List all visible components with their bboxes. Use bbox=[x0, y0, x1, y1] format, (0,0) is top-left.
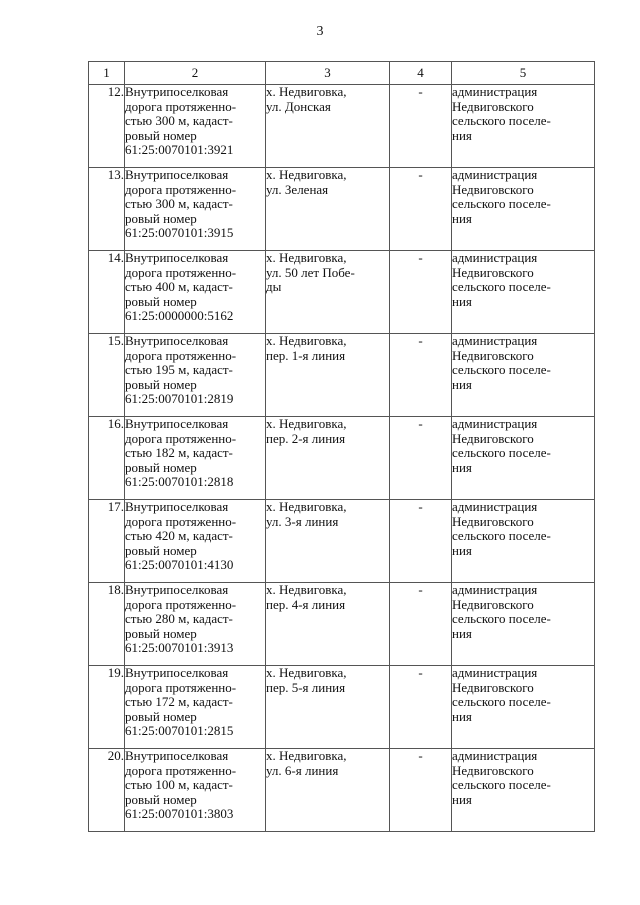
organization-line: ния bbox=[452, 708, 472, 724]
object-description-cell bbox=[125, 749, 266, 832]
object-description-cell bbox=[125, 334, 266, 417]
organization-line: администрация bbox=[452, 665, 538, 680]
column-header: 1 bbox=[89, 62, 125, 85]
description-line: 61:25:0070101:3915 bbox=[125, 225, 234, 240]
address-line: х. Недвиговка, bbox=[266, 416, 347, 431]
table-body bbox=[89, 85, 595, 832]
column-4-cell bbox=[390, 666, 452, 749]
description-line: стью 420 м, кадаст- bbox=[125, 528, 233, 543]
column-4-value: - bbox=[418, 84, 423, 99]
description-line: стью 195 м, кадаст- bbox=[125, 362, 233, 377]
object-description-cell bbox=[125, 500, 266, 583]
description-line: ровый номер bbox=[125, 210, 197, 226]
organization-cell bbox=[452, 168, 595, 251]
description-line: Внутрипоселковая bbox=[125, 416, 229, 431]
description-line: ровый номер bbox=[125, 127, 197, 143]
description-line: стью 300 м, кадаст- bbox=[125, 113, 233, 128]
address-line: ды bbox=[266, 279, 282, 294]
table-row bbox=[89, 168, 595, 251]
description-line: 61:25:0000000:5162 bbox=[125, 308, 234, 323]
organization-line: ния bbox=[452, 210, 472, 226]
row-number: 12. bbox=[107, 84, 124, 99]
description-line: Внутрипоселковая bbox=[125, 665, 229, 680]
organization-cell bbox=[452, 334, 595, 417]
organization-line: сельского поселе- bbox=[452, 445, 551, 460]
table-row bbox=[89, 251, 595, 334]
description-line: 61:25:0070101:4130 bbox=[125, 557, 234, 572]
row-number: 16. bbox=[107, 416, 124, 431]
organization-cell bbox=[452, 85, 595, 168]
row-number-cell bbox=[89, 417, 125, 500]
description-line: Внутрипоселковая bbox=[125, 167, 229, 182]
description-line: дорога протяженно- bbox=[125, 762, 237, 778]
address-line: пер. 5-я линия bbox=[266, 679, 346, 695]
organization-line: Недвиговского bbox=[452, 264, 534, 280]
column-4-value: - bbox=[418, 582, 423, 597]
description-line: Внутрипоселковая bbox=[125, 748, 229, 763]
description-line: ровый номер bbox=[125, 791, 197, 807]
organization-line: администрация bbox=[452, 84, 538, 99]
description-line: Внутрипоселковая bbox=[125, 333, 229, 348]
address-cell bbox=[266, 168, 390, 251]
column-header: 2 bbox=[125, 62, 266, 85]
organization-cell bbox=[452, 251, 595, 334]
address-cell bbox=[266, 666, 390, 749]
column-4-value: - bbox=[418, 333, 423, 348]
address-cell bbox=[266, 583, 390, 666]
address-line: пер. 4-я линия bbox=[266, 596, 346, 612]
description-line: ровый номер bbox=[125, 542, 197, 558]
description-line: 61:25:0070101:3803 bbox=[125, 806, 234, 821]
row-number: 20. bbox=[107, 748, 124, 763]
table-row bbox=[89, 500, 595, 583]
organization-line: Недвиговского bbox=[452, 762, 534, 778]
column-header: 3 bbox=[266, 62, 390, 85]
organization-line: Недвиговского bbox=[452, 596, 534, 612]
row-number: 15. bbox=[107, 333, 124, 348]
roads-table bbox=[88, 61, 595, 832]
row-number-cell bbox=[89, 666, 125, 749]
address-line: х. Недвиговка, bbox=[266, 333, 347, 348]
organization-line: ния bbox=[452, 542, 472, 558]
table-row bbox=[89, 583, 595, 666]
table-row bbox=[89, 417, 595, 500]
organization-line: администрация bbox=[452, 167, 538, 182]
organization-line: ния bbox=[452, 293, 472, 309]
object-description-cell bbox=[125, 417, 266, 500]
organization-cell bbox=[452, 417, 595, 500]
address-cell bbox=[266, 417, 390, 500]
organization-cell bbox=[452, 583, 595, 666]
column-4-cell bbox=[390, 583, 452, 666]
description-line: 61:25:0070101:2819 bbox=[125, 391, 234, 406]
description-line: дорога протяженно- bbox=[125, 430, 237, 446]
organization-line: Недвиговского bbox=[452, 513, 534, 529]
address-line: ул. 50 лет Побе- bbox=[266, 264, 355, 280]
organization-line: ния bbox=[452, 625, 472, 641]
organization-line: сельского поселе- bbox=[452, 362, 551, 377]
address-line: х. Недвиговка, bbox=[266, 499, 347, 514]
organization-line: сельского поселе- bbox=[452, 777, 551, 792]
organization-cell bbox=[452, 666, 595, 749]
description-line: стью 100 м, кадаст- bbox=[125, 777, 233, 792]
row-number: 19. bbox=[107, 665, 124, 680]
organization-cell bbox=[452, 749, 595, 832]
table-row bbox=[89, 85, 595, 168]
object-description-cell bbox=[125, 583, 266, 666]
table-row bbox=[89, 334, 595, 417]
organization-line: администрация bbox=[452, 250, 538, 265]
description-line: стью 400 м, кадаст- bbox=[125, 279, 233, 294]
address-cell bbox=[266, 85, 390, 168]
column-4-value: - bbox=[418, 665, 423, 680]
description-line: Внутрипоселковая bbox=[125, 499, 229, 514]
address-line: ул. 6-я линия bbox=[266, 762, 339, 778]
column-4-value: - bbox=[418, 748, 423, 763]
address-line: пер. 1-я линия bbox=[266, 347, 346, 363]
column-4-cell bbox=[390, 334, 452, 417]
object-description-cell bbox=[125, 168, 266, 251]
organization-line: Недвиговского bbox=[452, 347, 534, 363]
row-number-cell bbox=[89, 251, 125, 334]
row-number-cell bbox=[89, 583, 125, 666]
address-line: х. Недвиговка, bbox=[266, 250, 347, 265]
organization-line: сельского поселе- bbox=[452, 196, 551, 211]
column-4-cell bbox=[390, 251, 452, 334]
description-line: дорога протяженно- bbox=[125, 264, 237, 280]
address-line: х. Недвиговка, bbox=[266, 748, 347, 763]
organization-line: администрация bbox=[452, 416, 538, 431]
description-line: дорога протяженно- bbox=[125, 596, 237, 612]
column-4-cell bbox=[390, 749, 452, 832]
organization-line: ния bbox=[452, 127, 472, 143]
description-line: Внутрипоселковая bbox=[125, 582, 229, 597]
column-header: 4 bbox=[390, 62, 452, 85]
address-line: ул. 3-я линия bbox=[266, 513, 339, 529]
description-line: дорога протяженно- bbox=[125, 513, 237, 529]
address-cell bbox=[266, 749, 390, 832]
description-line: 61:25:0070101:2815 bbox=[125, 723, 234, 738]
row-number: 18. bbox=[107, 582, 124, 597]
row-number: 13. bbox=[107, 167, 124, 182]
organization-line: Недвиговского bbox=[452, 181, 534, 197]
address-line: пер. 2-я линия bbox=[266, 430, 346, 446]
description-line: ровый номер bbox=[125, 376, 197, 392]
description-line: Внутрипоселковая bbox=[125, 84, 229, 99]
column-4-value: - bbox=[418, 167, 423, 182]
description-line: 61:25:0070101:3913 bbox=[125, 640, 234, 655]
row-number: 17. bbox=[107, 499, 124, 514]
column-4-cell bbox=[390, 500, 452, 583]
organization-line: сельского поселе- bbox=[452, 611, 551, 626]
organization-line: Недвиговского bbox=[452, 430, 534, 446]
organization-line: администрация bbox=[452, 582, 538, 597]
address-cell bbox=[266, 251, 390, 334]
row-number-cell bbox=[89, 85, 125, 168]
description-line: 61:25:0070101:3921 bbox=[125, 142, 234, 157]
organization-line: администрация bbox=[452, 333, 538, 348]
organization-line: сельского поселе- bbox=[452, 279, 551, 294]
organization-line: Недвиговского bbox=[452, 98, 534, 114]
page-number: 3 bbox=[316, 24, 324, 39]
address-line: ул. Зеленая bbox=[266, 181, 329, 197]
column-4-value: - bbox=[418, 416, 423, 431]
description-line: ровый номер bbox=[125, 459, 197, 475]
description-line: 61:25:0070101:2818 bbox=[125, 474, 234, 489]
address-line: ул. Донская bbox=[266, 98, 331, 114]
organization-line: сельского поселе- bbox=[452, 694, 551, 709]
column-4-cell bbox=[390, 85, 452, 168]
description-line: стью 280 м, кадаст- bbox=[125, 611, 233, 626]
object-description-cell bbox=[125, 85, 266, 168]
description-line: ровый номер bbox=[125, 708, 197, 724]
organization-line: Недвиговского bbox=[452, 679, 534, 695]
row-number-cell bbox=[89, 168, 125, 251]
table-row bbox=[89, 749, 595, 832]
description-line: дорога протяженно- bbox=[125, 347, 237, 363]
column-4-value: - bbox=[418, 250, 423, 265]
organization-line: администрация bbox=[452, 748, 538, 763]
organization-line: ния bbox=[452, 791, 472, 807]
address-line: х. Недвиговка, bbox=[266, 665, 347, 680]
object-description-cell bbox=[125, 666, 266, 749]
organization-line: ния bbox=[452, 459, 472, 475]
address-line: х. Недвиговка, bbox=[266, 582, 347, 597]
row-number-cell bbox=[89, 749, 125, 832]
address-line: х. Недвиговка, bbox=[266, 84, 347, 99]
organization-cell bbox=[452, 500, 595, 583]
description-line: Внутрипоселковая bbox=[125, 250, 229, 265]
table-header-row bbox=[89, 62, 595, 85]
column-4-cell bbox=[390, 168, 452, 251]
address-line: х. Недвиговка, bbox=[266, 167, 347, 182]
object-description-cell bbox=[125, 251, 266, 334]
description-line: стью 300 м, кадаст- bbox=[125, 196, 233, 211]
row-number-cell bbox=[89, 500, 125, 583]
description-line: дорога протяженно- bbox=[125, 181, 237, 197]
description-line: стью 182 м, кадаст- bbox=[125, 445, 233, 460]
address-cell bbox=[266, 500, 390, 583]
address-cell bbox=[266, 334, 390, 417]
description-line: ровый номер bbox=[125, 625, 197, 641]
row-number-cell bbox=[89, 334, 125, 417]
column-header: 5 bbox=[452, 62, 595, 85]
column-4-cell bbox=[390, 417, 452, 500]
description-line: стью 172 м, кадаст- bbox=[125, 694, 233, 709]
organization-line: ния bbox=[452, 376, 472, 392]
column-4-value: - bbox=[418, 499, 423, 514]
organization-line: администрация bbox=[452, 499, 538, 514]
description-line: дорога протяженно- bbox=[125, 679, 237, 695]
row-number: 14. bbox=[107, 250, 124, 265]
description-line: ровый номер bbox=[125, 293, 197, 309]
organization-line: сельского поселе- bbox=[452, 528, 551, 543]
description-line: дорога протяженно- bbox=[125, 98, 237, 114]
table-row bbox=[89, 666, 595, 749]
organization-line: сельского поселе- bbox=[452, 113, 551, 128]
